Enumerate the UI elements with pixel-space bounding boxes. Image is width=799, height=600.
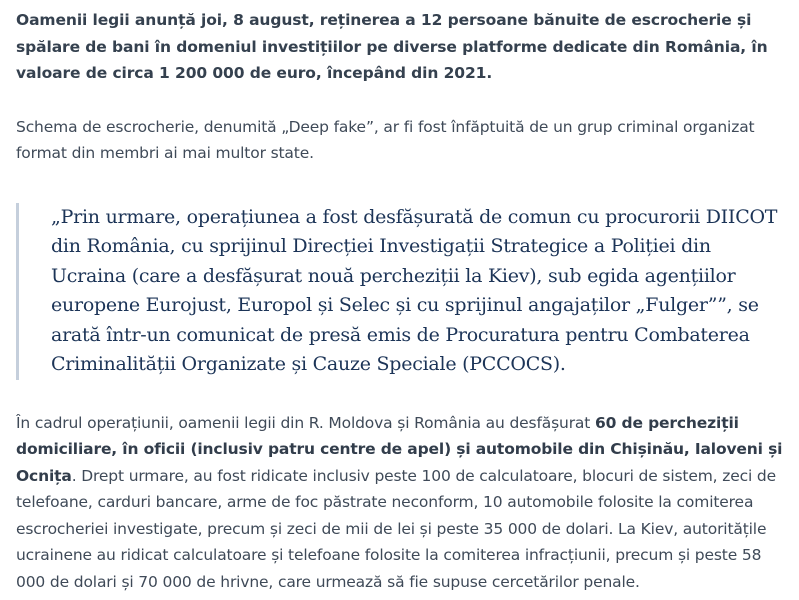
article-paragraph: Schema de escrocherie, denumită „Deep fake”, ar fi fost înfăptuită de un grup criminal organizat format din membri ai mai multor state. <box>16 117 755 162</box>
article-paragraph <box>16 410 784 596</box>
pull-quote <box>16 203 784 380</box>
article-body <box>16 0 784 595</box>
paragraph-highlight: 60 de percheziții domiciliare, în oficii (inclusiv patru centre de apel) și automobile din Chișinău, Ialoveni și Ocnița <box>16 413 783 485</box>
article-lead: Oamenii legii anunță joi, 8 august, reținerea a 12 persoane bănuite de escrocherie și spălare de bani în domeniul investițiilor pe diverse platforme dedicate din România, în valoare de circa 1 200 000 de euro, începând din 2021. <box>16 11 768 82</box>
pull-quote-text: „Prin urmare, operațiunea a fost desfășurată de comun cu procurorii DIICOT din România, cu sprijinul Direcției Investigații Strategice a Poliției din Ucraina (care a desfășurat nouă percheziții la Kiev), sub egida agențiilor europene Eurojust, Europol și Selec și cu sprijinul angajaților „Fulger””, se arată într-un comunicat de presă emis de Procuratura pentru Combaterea Criminalității Organizate și Cauze Speciale (PCCOCS). <box>51 205 778 375</box>
paragraph-intro: În cadrul operațiunii, oamenii legii din R. Moldova și România au desfășurat <box>16 413 595 432</box>
paragraph-rest: . Drept urmare, au fost ridicate inclusiv peste 100 de calculatoare, blocuri de sistem, zeci de telefoane, carduri bancare, arme de foc păstrate neconform, 10 automobile folosite la comiterea escrocheriei investigate, precum și zeci de mii de lei și peste 35 000 de dolari. La Kiev, autoritățile ucrainene au ridicat calculatoare și telefoane folosite la comiterea infracțiunii, precum și peste 58 000 de dolari și 70 000 de hrivne, care urmează să fie supuse cercetărilor penale. <box>16 466 776 591</box>
